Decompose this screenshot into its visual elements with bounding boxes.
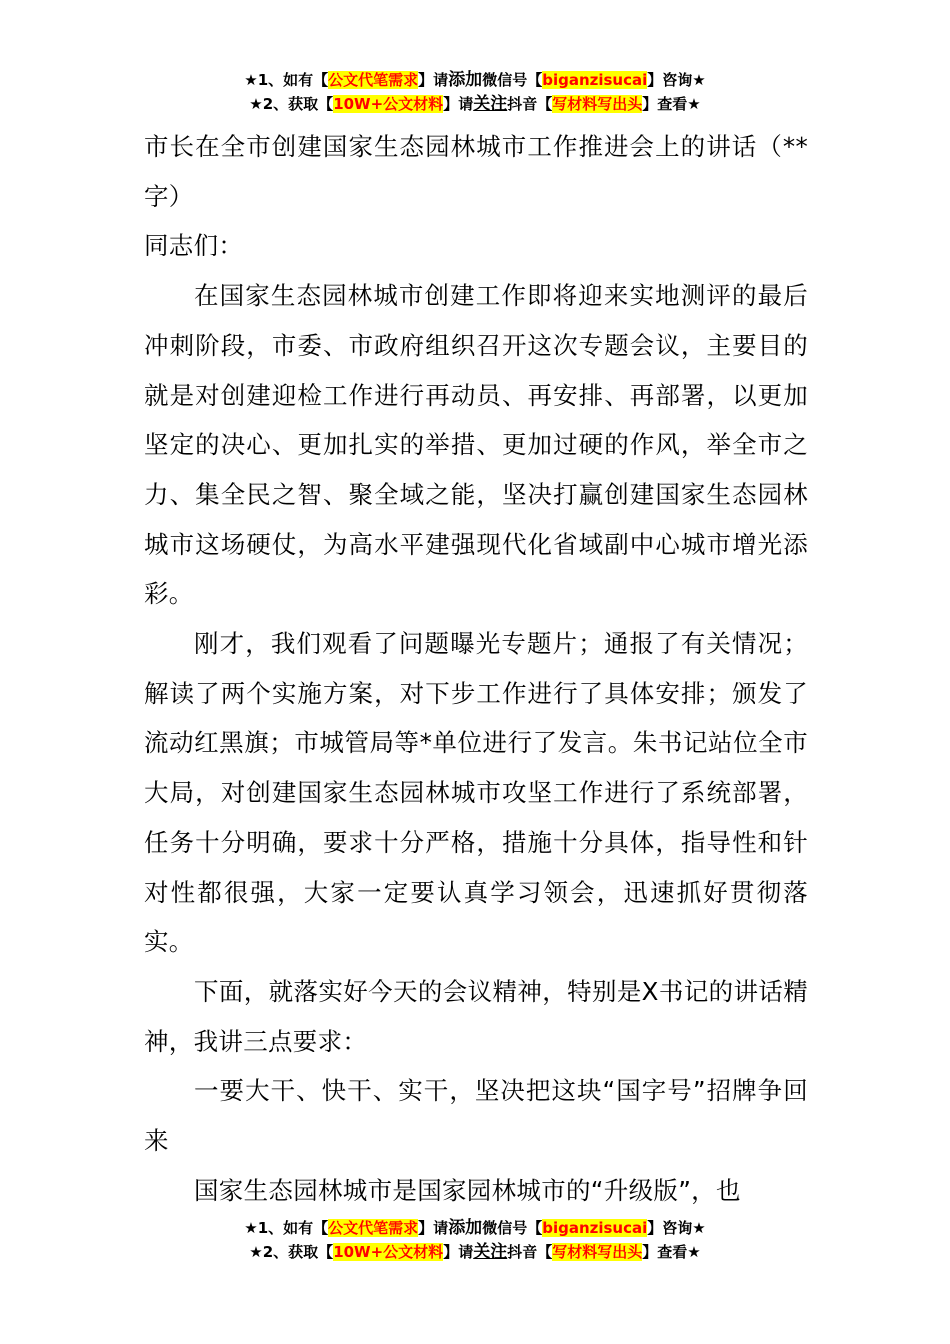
banner-highlight-wechat: biganzisucai [542, 1219, 648, 1237]
banner-text: 】请 [443, 1243, 474, 1261]
banner-highlight-service: 公文代笔需求 [328, 71, 419, 89]
paragraph: 刚才，我们观看了问题曝光专题片；通报了有关情况；解读了两个实施方案，对下步工作进行了具体安排；颁发了流动红黑旗；市城管局等*单位进行了发言。朱书记站位全市大局，对创建国家生态园林城市攻坚工作进行了系统部署，任务十分明确，要求十分严格，措施十分具体，指导性和针对性都很强，大家一定要认真学习领会，迅速抓好贯彻落实。 [144, 629, 808, 957]
banner-suffix: 】查看★ [642, 95, 701, 113]
paragraph: 下面，就落实好今天的会议精神，特别是X书记的讲话精神，我讲三点要求： [144, 976, 808, 1056]
banner-highlight-materials: 10W+公文材料 [333, 95, 444, 113]
banner-text: 】请 [443, 95, 474, 113]
star-icon: ★ [244, 71, 258, 89]
banner-line-2 [0, 92, 950, 116]
banner-suffix: 】咨询★ [647, 1219, 706, 1237]
banner-text: 】请 [418, 1219, 449, 1237]
banner-suffix: 】查看★ [642, 1243, 701, 1261]
banner-line-1 [0, 1216, 950, 1240]
banner-line-2 [0, 1240, 950, 1264]
header-banner [0, 68, 950, 116]
banner-prefix: 1、如有【 [257, 71, 329, 89]
banner-emphasis: 关注 [473, 94, 508, 114]
banner-text: 微信号【 [482, 71, 543, 89]
banner-emphasis: 添加 [448, 70, 483, 90]
document-title: 市长在全市创建国家生态园林城市工作推进会上的讲话（**字） [144, 132, 808, 211]
paragraph: 国家生态园林城市是国家园林城市的“升级版”，也 [194, 1175, 741, 1205]
banner-prefix: 2、获取【 [262, 95, 334, 113]
banner-prefix: 1、如有【 [257, 1219, 329, 1237]
section-heading: 一要大干、快干、实干，坚决把这块“国字号”招牌争回来 [144, 1076, 808, 1156]
document-body [144, 122, 808, 1215]
salutation: 同志们： [144, 231, 244, 261]
banner-text: 抖音【 [507, 95, 553, 113]
banner-prefix: 2、获取【 [262, 1243, 334, 1261]
banner-emphasis: 关注 [473, 1242, 508, 1262]
star-icon: ★ [244, 1219, 258, 1237]
banner-highlight-wechat: biganzisucai [542, 71, 648, 89]
banner-text: 】请 [418, 71, 449, 89]
star-icon: ★ [249, 1243, 263, 1261]
banner-text: 抖音【 [507, 1243, 553, 1261]
banner-suffix: 】咨询★ [647, 71, 706, 89]
banner-highlight-service: 公文代笔需求 [328, 1219, 419, 1237]
banner-emphasis: 添加 [448, 1218, 483, 1238]
banner-text: 微信号【 [482, 1219, 543, 1237]
banner-highlight-douyin: 写材料写出头 [552, 95, 643, 113]
star-icon: ★ [249, 95, 263, 113]
paragraph: 在国家生态园林城市创建工作即将迎来实地测评的最后冲刺阶段，市委、市政府组织召开这次专题会议，主要目的就是对创建迎检工作进行再动员、再安排、再部署，以更加坚定的决心、更加扎实的举措、更加过硬的作风，举全市之力、集全民之智、聚全域之能，坚决打赢创建国家生态园林城市这场硬仗，为高水平建强现代化省域副中心城市增光添彩。 [144, 281, 808, 609]
banner-highlight-materials: 10W+公文材料 [333, 1243, 444, 1261]
banner-line-1 [0, 68, 950, 92]
footer-banner [0, 1216, 950, 1264]
banner-highlight-douyin: 写材料写出头 [552, 1243, 643, 1261]
